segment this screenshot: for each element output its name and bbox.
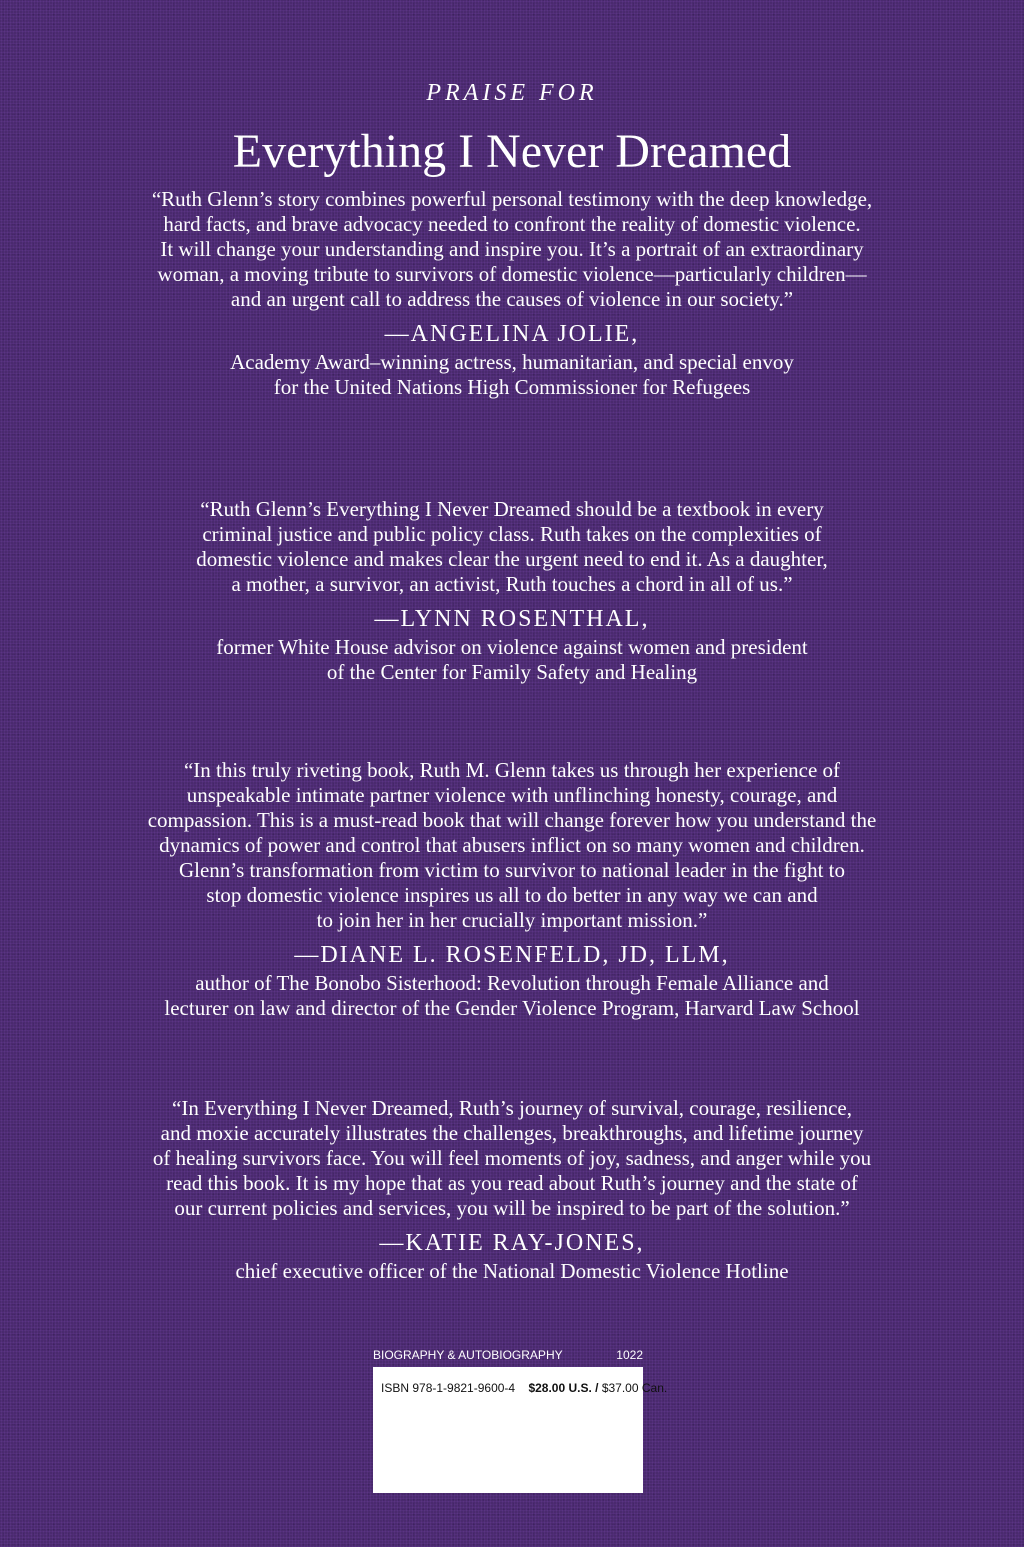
blurb-quote: [40, 497, 984, 597]
quote-line: Glenn’s transformation from victim to survivor to national leader in the fight to: [178, 858, 846, 882]
attribution-role: [40, 971, 984, 1021]
role-line: chief executive officer of the National Domestic Violence Hotline: [235, 1259, 789, 1283]
isbn-line: [381, 1381, 667, 1395]
attribution-role: [40, 635, 984, 685]
quote-line: domestic violence and makes clear the urgent need to end it. As a daughter,: [196, 547, 828, 571]
attribution-role: [40, 350, 984, 400]
role-line: lecturer on law and director of the Gender Violence Program, Harvard Law School: [164, 996, 860, 1020]
role-line: former White House advisor on violence against women and president: [216, 635, 808, 659]
isbn: ISBN 978-1-9821-9600-4: [381, 1381, 516, 1395]
quote-line: “Ruth Glenn’s Everything I Never Dreamed should be a textbook in every: [200, 497, 824, 521]
quote-line: compassion. This is a must-read book that will change forever how you understand the: [147, 808, 877, 832]
attribution-name: —LYNN ROSENTHAL,: [374, 606, 650, 632]
role-line: for the United Nations High Commissioner for Refugees: [273, 375, 751, 399]
barcode-area: [373, 1348, 668, 1493]
role-line: author of The Bonobo Sisterhood: Revolution through Female Alliance and: [195, 971, 829, 995]
quote-line: “In Everything I Never Dreamed, Ruth’s journey of survival, courage, resilience,: [172, 1096, 852, 1120]
quote-line: stop domestic violence inspires us all to do better in any way we can and: [206, 883, 818, 907]
quote-line: and moxie accurately illustrates the challenges, breakthroughs, and lifetime journey: [160, 1121, 864, 1145]
quote-line: our current policies and services, you will be inspired to be part of the solution.”: [174, 1196, 850, 1220]
quote-line: and an urgent call to address the causes of violence in our society.”: [230, 287, 794, 311]
quote-line: woman, a moving tribute to survivors of domestic violence—particularly children—: [157, 262, 867, 286]
barcode-header: [373, 1348, 643, 1364]
attribution-name: —ANGELINA JOLIE,: [384, 321, 640, 347]
blurb-quote: [40, 1096, 984, 1221]
blurb-diane-rosenfeld: [40, 758, 984, 1021]
quote-line: read this book. It is my hope that as you read about Ruth’s journey and the state of: [166, 1171, 858, 1195]
price-can: $37.00 Can.: [601, 1381, 668, 1395]
quote-line: “Ruth Glenn’s story combines powerful personal testimony with the deep knowledge,: [151, 187, 873, 211]
price-us: $28.00 U.S. /: [528, 1381, 599, 1395]
quote-line: unspeakable intimate partner violence with unflinching honesty, courage, and: [186, 783, 838, 807]
role-line: of the Center for Family Safety and Healing: [326, 660, 698, 684]
quote-line: criminal justice and public policy class. Ruth takes on the complexities of: [202, 522, 822, 546]
category-code: 1022: [616, 1348, 643, 1362]
book-title: Everything I Never Dreamed: [232, 125, 792, 178]
barcode-box: [373, 1367, 668, 1493]
quote-line: to join her in her crucially important mission.”: [316, 908, 708, 932]
quote-line: dynamics of power and control that abusers inflict on so many women and children.: [159, 833, 865, 857]
attribution-name: —DIANE L. ROSENFELD, JD, LLM,: [294, 942, 730, 968]
book-category: BIOGRAPHY & AUTOBIOGRAPHY: [373, 1348, 563, 1362]
blurb-angelina-jolie: [40, 187, 984, 400]
blurb-lynn-rosenthal: [40, 497, 984, 685]
blurb-quote: [40, 187, 984, 312]
quote-line: of healing survivors face. You will feel moments of joy, sadness, and anger while you: [152, 1146, 872, 1170]
quote-line: a mother, a survivor, an activist, Ruth touches a chord in all of us.”: [231, 572, 793, 596]
attribution-role: [40, 1259, 984, 1284]
role-line: Academy Award–winning actress, humanitarian, and special envoy: [230, 350, 794, 374]
quote-line: It will change your understanding and inspire you. It’s a portrait of an extraordinary: [160, 237, 864, 261]
blurb-katie-ray-jones: [40, 1096, 984, 1284]
blurb-quote: [40, 758, 984, 933]
quote-line: hard facts, and brave advocacy needed to confront the reality of domestic violence.: [163, 212, 861, 236]
attribution-name: —KATIE RAY-JONES,: [379, 1230, 645, 1256]
quote-line: “In this truly riveting book, Ruth M. Glenn takes us through her experience of: [183, 758, 841, 782]
praise-for-heading: PRAISE FOR: [426, 80, 598, 106]
